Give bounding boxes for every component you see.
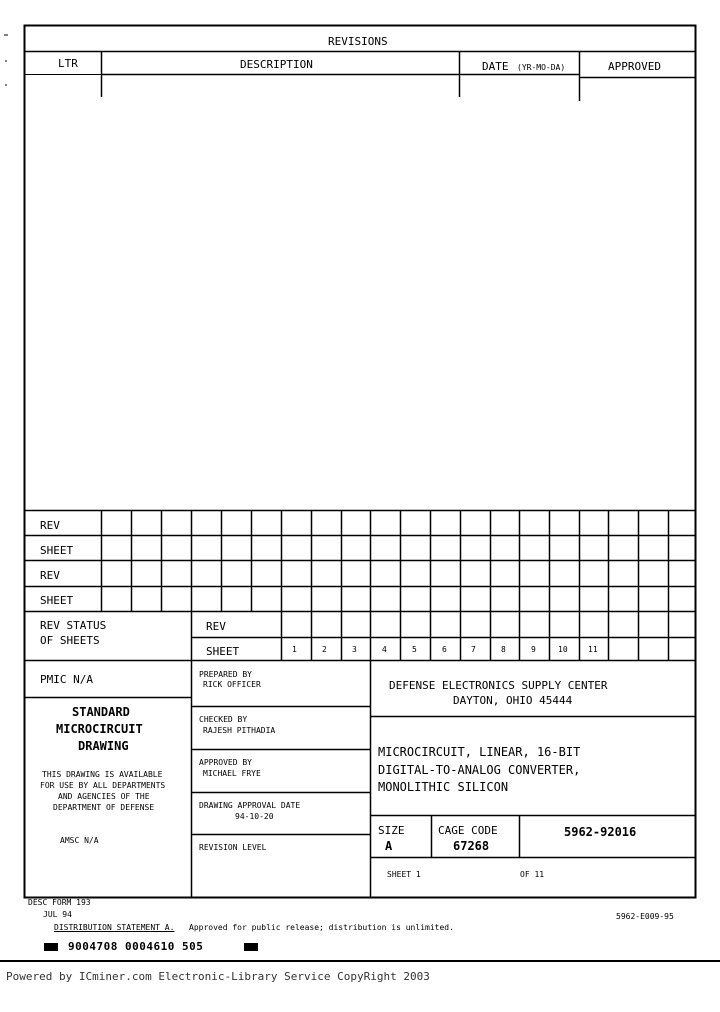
standard-line3: DRAWING (78, 739, 129, 753)
sheet-number: 6 (442, 645, 447, 654)
approval-date-value: 94-10-20 (235, 812, 274, 821)
sheet-total: OF 11 (520, 870, 545, 879)
sheet-label-2: SHEET (40, 594, 74, 607)
prepared-by-name: RICK OFFICER (203, 680, 261, 689)
checked-by-label: CHECKED BY (199, 715, 248, 724)
cage-code-label: CAGE CODE (438, 824, 498, 837)
sheet-number: 8 (501, 645, 506, 654)
document-code: 5962-E009-95 (616, 912, 674, 921)
availability-line1: THIS DRAWING IS AVAILABLE (42, 770, 163, 779)
distribution-statement-label: DISTRIBUTION STATEMENT A. (54, 923, 175, 932)
approved-by-label: APPROVED BY (199, 758, 252, 767)
col-ltr: LTR (58, 57, 78, 70)
drawing-number: 5962-92016 (564, 825, 637, 839)
sheet-number: 9 (531, 645, 536, 654)
rev-status-label: REV STATUS (40, 619, 107, 632)
pmic-label: PMIC N/A (40, 673, 93, 686)
sheet-number: 7 (471, 645, 476, 654)
title-line3: MONOLITHIC SILICON (378, 780, 509, 794)
approved-by-name: MICHAEL FRYE (203, 769, 261, 778)
size-value: A (385, 839, 393, 853)
size-label: SIZE (378, 824, 405, 837)
title-line2: DIGITAL-TO-ANALOG CONVERTER, (378, 763, 581, 777)
sheet-indicator: SHEET 1 (387, 870, 421, 879)
form-number: DESC FORM 193 (28, 898, 91, 907)
rev-status-sheet-label: SHEET (206, 645, 240, 658)
powered-by-text: Powered by ICminer.com Electronic-Library Service CopyRight 2003 (6, 970, 430, 983)
revisions-title: REVISIONS (328, 35, 388, 48)
availability-line3: AND AGENCIES OF THE (58, 792, 150, 801)
cage-code-value: 67268 (453, 839, 490, 853)
availability-line4: DEPARTMENT OF DEFENSE (53, 803, 155, 812)
standard-line1: STANDARD (72, 705, 130, 719)
sheet-number: 4 (382, 645, 387, 654)
sheet-number: 11 (588, 645, 598, 654)
sheet-number: 5 (412, 645, 417, 654)
of-sheets-label: OF SHEETS (40, 634, 100, 647)
checked-by-name: RAJESH PITHADIA (203, 726, 276, 735)
col-date: DATE (482, 60, 509, 73)
amsc-label: AMSC N/A (60, 836, 99, 845)
barcode-block-icon (44, 943, 58, 951)
prepared-by-label: PREPARED BY (199, 670, 252, 679)
barcode-block-icon (244, 943, 258, 951)
approval-date-label: DRAWING APPROVAL DATE (199, 801, 301, 810)
rev-label-2: REV (40, 569, 60, 582)
revision-level-label: REVISION LEVEL (199, 843, 267, 852)
rev-status-rev-label: REV (206, 620, 226, 633)
availability-line2: FOR USE BY ALL DEPARTMENTS (40, 781, 166, 790)
sheet-label-1: SHEET (40, 544, 74, 557)
distribution-statement-text: Approved for public release; distribution is unlimited. (189, 923, 454, 932)
outer-border (25, 26, 696, 898)
col-approved: APPROVED (608, 60, 661, 73)
sheet-number: 3 (352, 645, 357, 654)
agency-line2: DAYTON, OHIO 45444 (453, 694, 573, 707)
agency-line1: DEFENSE ELECTRONICS SUPPLY CENTER (389, 679, 608, 692)
sheet-number: 2 (322, 645, 327, 654)
standard-line2: MICROCIRCUIT (56, 722, 143, 736)
col-date-format: (YR-MO-DA) (517, 63, 566, 72)
col-description: DESCRIPTION (240, 58, 313, 71)
title-line1: MICROCIRCUIT, LINEAR, 16-BIT (378, 745, 581, 759)
sheet-number: 1 (292, 645, 297, 654)
rev-label-1: REV (40, 519, 60, 532)
form-date: JUL 94 (43, 910, 72, 919)
barcode-number: 9004708 0004610 505 (68, 940, 204, 953)
sheet-number: 10 (558, 645, 568, 654)
